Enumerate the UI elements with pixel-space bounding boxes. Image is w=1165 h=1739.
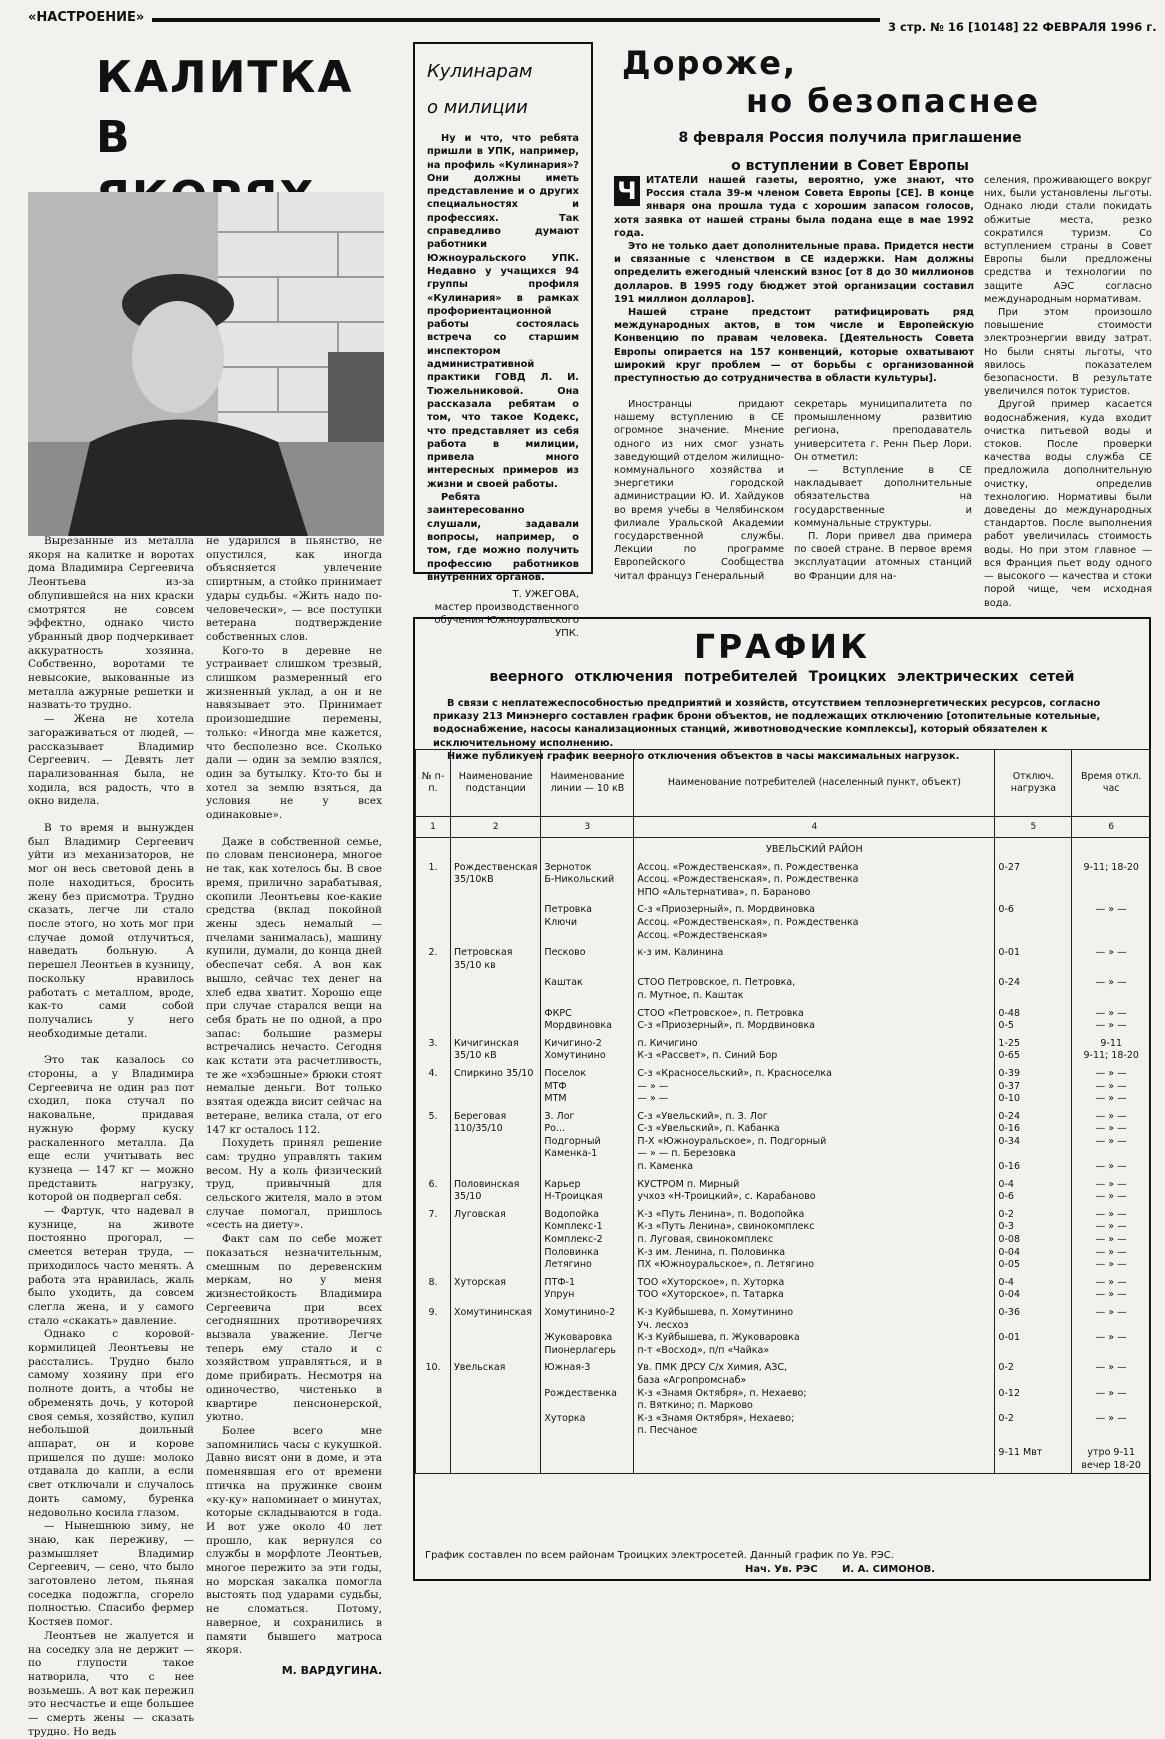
- table-row: [416, 1004, 1151, 1034]
- substation-cell: Луговская: [451, 1205, 541, 1273]
- kulinaram-title-line1: Кулинарам: [427, 61, 533, 82]
- dorozhe-paragraph: Иностранцы придают нашему вступлению в СЕ огромное значение. Мнение одного из них смог узнать заведующий отделом жилищно-коммунального хозяйства и энергетики городской администрации Ю. И. Хайдуков во время учебы в Челябинском филиале Уральской Академии государственной службы. Лекции по программе Европейского Сообщества читал француз Генеральный: [614, 399, 784, 582]
- line-cell: Южная-3 Рождественка Хуторка: [541, 1358, 634, 1439]
- kalitka-paragraph: — Фартук, что надевал в кузнице, на животе постоянно прогорал, — смеется ветеран труда, — приходилось часто менять. А работа эта нравилась, жаль было уходить, да совсем слегла жена, и у самого стало «скакать» давление.: [28, 1205, 194, 1327]
- substation-cell: Кичигинская 35/10 кВ: [451, 1034, 541, 1064]
- chief-role: Нач. Ув. РЭС: [745, 1564, 818, 1575]
- table-row: [416, 973, 1151, 1003]
- chief-name: И. А. СИМОНОВ.: [841, 1564, 936, 1575]
- table-row: [416, 1175, 1151, 1205]
- consumer-cell: С-з «Красносельский», п. Красноселка — » — — » —: [634, 1064, 995, 1107]
- dorozhe-subheadline-line2: о вступлении в Совет Европы: [731, 158, 969, 174]
- kalitka-paragraph: — Нынешнюю зиму, не знаю, как переживу, — размышляет Владимир Сергеевич, — сено, что было заготовлено летом, пьяная соседка подожгла, сгорело полностью. Спасибо фермер Костяев помог.: [28, 1520, 194, 1629]
- load-cell: 0-6: [995, 900, 1072, 943]
- total-time: утро 9-11 вечер 18-20: [1072, 1439, 1151, 1474]
- row-number: 1.: [416, 858, 451, 901]
- schedule-footnote: График составлен по всем районам Троицких электросетей. Данный график по Ув. РЭС.: [425, 1550, 894, 1561]
- column-header: Отключ. нагрузка: [995, 750, 1072, 817]
- substation-cell: [451, 1004, 541, 1034]
- table-row: [416, 1064, 1151, 1107]
- kalitka-paragraph: Факт сам по себе может показаться незначительным, смешным по деревенским меркам, но у меня жизнестойкость Владимира Сергеевича при всех сегодняшних противоречиях вызвала уважение. Легче теперь ему стало и с хозяйством управляться, и в доме прибирать. Несмотря на одиночество, чистенько в квартире пенсионерской, уютно.: [206, 1233, 382, 1424]
- substation-cell: Половинская 35/10: [451, 1175, 541, 1205]
- schedule-table-body: [416, 838, 1151, 1474]
- dorozhe-paragraph: При этом произошло повышение стоимости электроэнергии ввиду затрат. Но были сняты льготы, что явилось показателем безопасности. В результате увеличился поток туристов.: [984, 307, 1152, 398]
- load-cell: 0-36 0-01: [995, 1303, 1072, 1358]
- substation-cell: Петровская 35/10 кв: [451, 943, 541, 973]
- consumer-cell: Ув. ПМК ДРСУ С/х Химия, АЗС, база «Агропромснаб» К-з «Знамя Октября», п. Нехаево; п. Вяткино; п. Марково К-з «Знамя Октября», Нехаево; п. Песчаное: [634, 1358, 995, 1439]
- substation-cell: Рождественская 35/10кВ: [451, 858, 541, 901]
- column-number: 6: [1072, 817, 1151, 838]
- row-number: 2.: [416, 943, 451, 973]
- line-cell: Кичигино-2 Хомутинино: [541, 1034, 634, 1064]
- kalitka-paragraph: Это так казалось со стороны, а у Владимира Сергеевича не один раз пот сходил, пока стучал по наковальне, придавая нужную форму куску раскаленного металла. Да еще если учитывать вес кузнеца — 147 кг — можно представить нагрузку, которой он подвергал себя.: [28, 1054, 194, 1204]
- consumer-cell: СТОО «Петровское», п. Петровка С-з «Приозерный», п. Мордвиновка: [634, 1004, 995, 1034]
- table-row: [416, 1034, 1151, 1064]
- table-number-row: [416, 817, 1151, 838]
- table-row: [416, 1358, 1151, 1439]
- load-cell: 1-25 0-65: [995, 1034, 1072, 1064]
- issue-info: 3 стр. № 16 [10148] 22 ФЕВРАЛЯ 1996 г.: [888, 20, 1157, 34]
- row-number: 4.: [416, 1064, 451, 1107]
- dorozhe-headline: [622, 44, 1062, 120]
- column-header: Наименование подстанции: [451, 750, 541, 817]
- total-load: 9-11 Мвт: [995, 1439, 1072, 1474]
- substation-cell: [451, 900, 541, 943]
- totals-row: [416, 1439, 1151, 1474]
- kalitka-column-1: [28, 535, 194, 1739]
- kulinaram-paragraph: Ну и что, что ребята пришли в УПК, например, на профиль «Кулинария»? Они должны иметь представление и о других специальностях и профессиях. Так справедливо думают работники Южноуральского УПК. Недавно у учащихся 94 группы профиля «Кулинария» в рамках профориентационной работы состоялась встреча со старшим инспектором административной практики ГОВД Л. И. Тюжельниковой. Она рассказала ребятам о том, что такое Кодекс, что представляет из себя работа в милиции, привела много интересных примеров из жизни и своей работы.: [427, 133, 579, 490]
- dorozhe-lead-paragraph: Нашей стране предстоит ратифицировать ряд международных актов, в том числе и Европейскую Конвенцию по правам человека. [Деятельность Совета Европы опирается на 157 конвенций, которые охватывают широкий круг проблем — от борьбы с организованной преступностью до сотрудничества в области культуры].: [614, 307, 974, 385]
- time-cell: — » — — » — — » — — » — — » —: [1072, 1205, 1151, 1273]
- column-number: 5: [995, 817, 1072, 838]
- dorozhe-subheadline-line1: 8 февраля Россия получила приглашение: [678, 130, 1022, 146]
- substation-cell: Увельская: [451, 1358, 541, 1439]
- kulinaram-paragraph: Ребята заинтересованно слушали, задавали вопросы, например, о том, где можно получить профессию работников внутренних органов.: [427, 492, 579, 583]
- kalitka-paragraph: Похудеть принял решение сам: трудно управлять таким весом. Ну а коль физический труд, привычный для сельского жителя, мало в этом случае помогал, пришлось «сесть на диету».: [206, 1137, 382, 1232]
- schedule-intro-paragraph: Ниже публикуем график веерного отключения объектов в часы максимальных нагрузок.: [447, 750, 960, 762]
- kalitka-paragraph: Однако с коровой-кормилицей Леонтьевы не расстались. Трудно было самому хозяину при его полноте доить, а чтобы не обременять дочь, у которой своя семья, хозяйство, купил небольшой доильный аппарат, он и корове пришелся по душе: молоко отдавала до капли, а если свет отключали и случалось доить самому, буренка недовольно косила глазом.: [28, 1328, 194, 1519]
- dorozhe-column-2: [794, 398, 972, 583]
- table-row: [416, 1107, 1151, 1175]
- row-number: 3.: [416, 1034, 451, 1064]
- consumer-cell: СТОО Петровское, п. Петровка, п. Мутное, п. Каштак: [634, 973, 995, 1003]
- dorozhe-lead-paragraph: ИТАТЕЛИ нашей газеты, вероятно, уже знают, что Россия стала 39-м членом Совета Европы [СЕ]. В конце января она прошла туда с хорошим запасом голосов, хотя заявка от нашей страны была подана еще в мае 1992 года.: [614, 175, 974, 239]
- portrait-photo: [28, 192, 384, 536]
- line-cell: Карьер Н-Троицкая: [541, 1175, 634, 1205]
- row-number: 10.: [416, 1358, 451, 1439]
- substation-cell: [451, 973, 541, 1003]
- time-cell: — » — — » —: [1072, 1175, 1151, 1205]
- time-cell: 9-11 9-11; 18-20: [1072, 1034, 1151, 1064]
- time-cell: — » — — » —: [1072, 1004, 1151, 1034]
- load-cell: 0-48 0-5: [995, 1004, 1072, 1034]
- line-cell: ПТФ-1 Упрун: [541, 1273, 634, 1303]
- kalitka-signature: М. ВАРДУГИНА.: [281, 1663, 382, 1677]
- kalitka-paragraph: — Жена не хотела загораживаться от людей, — рассказывает Владимир Сергеевич. — Девять лет парализованная была, не ходила, вся радость, что в окно видела.: [28, 713, 194, 808]
- kalitka-headline-line2: В: [96, 112, 132, 163]
- column-number: 1: [416, 817, 451, 838]
- kulinaram-author: Т. УЖЕГОВА,: [512, 589, 579, 601]
- consumer-cell: к-з им. Калинина: [634, 943, 995, 973]
- line-cell: Водопойка Комплекс-1 Комплекс-2 Половинка Летягино: [541, 1205, 634, 1273]
- dorozhe-paragraph: П. Лори привел два примера по своей стране. В первое время эксплуатации атомных станций во Франции для на-: [794, 531, 972, 582]
- dorozhe-lead-paragraph: Это не только дает дополнительные права. Придется нести и связанные с членством в СЕ издержки. Нам должны определить ежегодный членский взнос [от 8 до 30 миллионов долларов. В 1995 году бюджет этой организации составил 191 миллион долларов].: [614, 241, 974, 305]
- row-number: 5.: [416, 1107, 451, 1175]
- dorozhe-headline-line2: но безопаснее: [746, 82, 1041, 120]
- substation-cell: Береговая 110/35/10: [451, 1107, 541, 1175]
- table-row: [416, 858, 1151, 901]
- portrait-photo-image: [28, 192, 384, 536]
- line-cell: Поселок МТФ МТМ: [541, 1064, 634, 1107]
- consumer-cell: Ассоц. «Рождественская», п. Рождественка Ассоц. «Рождественская», п. Рождественка НПО «Альтернатива», п. Бараново: [634, 858, 995, 901]
- column-number: 3: [541, 817, 634, 838]
- load-cell: 0-01: [995, 943, 1072, 973]
- line-cell: Песково: [541, 943, 634, 973]
- kalitka-paragraph: не ударился в пьянство, не опустился, как иногда объясняется увлечение спиртным, а стойко принимает удары судьбы. «Жить надо по-человечески», — все поступки ветерана подтверждение собственных слов.: [206, 535, 382, 643]
- table-row: [416, 900, 1151, 943]
- time-cell: — » — — » — — » —: [1072, 1358, 1151, 1439]
- load-cell: 0-39 0-37 0-10: [995, 1064, 1072, 1107]
- line-cell: Петровка Ключи: [541, 900, 634, 943]
- substation-cell: Хуторская: [451, 1273, 541, 1303]
- schedule-title: ГРАФИК: [693, 627, 871, 666]
- dorozhe-paragraph: Другой пример касается водоснабжения, куда входит очистка питьевой воды и стоков. После проверки качества воды служба СЕ предложила дополнительную очистку, определив технологию. Нормативы были доведены до международных стандартов. После выполнения работ увеличилась стоимость воды. Но при этом главное — вся Франция пьет воду одного — высокого — качества и стоки порой чище, чем исходная вода.: [984, 399, 1152, 609]
- kulinaram-title-line2: о милиции: [427, 97, 528, 118]
- kulinaram-text: [427, 132, 579, 584]
- table-row: [416, 1205, 1151, 1273]
- schedule-table: [415, 749, 1151, 1474]
- line-cell: Каштак: [541, 973, 634, 1003]
- empty-cell: [416, 1439, 451, 1474]
- schedule-box: [413, 617, 1151, 1581]
- kulinaram-box: [413, 42, 593, 640]
- consumer-cell: КУСТРОМ п. Мирный учхоз «Н-Троицкий», с. Карабаново: [634, 1175, 995, 1205]
- row-number: [416, 973, 451, 1003]
- load-cell: 0-27: [995, 858, 1072, 901]
- line-cell: ФКРС Мордвиновка: [541, 1004, 634, 1034]
- kalitka-paragraph: Леонтьев не жалуется и на соседку зла не держит — по глупости такое натворила, что с нее возьмешь. А вот как пережил это несчастье и еще большее — смерть жены — сказать трудно. Но ведь: [28, 1629, 194, 1738]
- load-cell: 0-2 0-3 0-08 0-04 0-05: [995, 1205, 1072, 1273]
- kalitka-paragraph: В то время и вынужден был Владимир Сергеевич уйти из механизаторов, не мог он весь световой день в поле находиться, бросить жену без присмотра. Трудно сказать, легче ли стало после этого, но хоть мог при случае домой отлучиться, наведать больную. А перешел Леонтьев в кузницу, поскольку нравилось работать с металлом, вроде, как-то сами собой получались у него необходимые детали.: [28, 822, 194, 1040]
- consumer-cell: К-з Куйбышева, п. Хомутинино Уч. лесхоз К-з Куйбышева, п. Жуковаровка п-т «Восход», п/п «Чайка»: [634, 1303, 995, 1358]
- district-row: [416, 838, 1151, 858]
- dorozhe-lead: [614, 174, 974, 385]
- schedule-subtitle: веерного отключения потребителей Троицких электрических сетей: [489, 669, 1075, 685]
- row-number: [416, 900, 451, 943]
- line-cell: З. Лог Ро... Подгорный Каменка-1: [541, 1107, 634, 1175]
- kalitka-paragraph: Кого-то в деревне не устраивает слишком трезвый, слишком размеренный его жизненный уклад, а он и не навязывает это. Принимает произошедшие перемены, только: «Иногда мне кажется, что бесполезно все. Сколько дали — один за землю взялся, один за бутылку. Кто-то бы и хотел за землю взяться, да условия не у всех одинаковые».: [206, 644, 382, 822]
- row-number: [416, 1004, 451, 1034]
- time-cell: — » —: [1072, 943, 1151, 973]
- time-cell: — » — — » —: [1072, 1303, 1151, 1358]
- kulinaram-author-role: мастер производственного обучения Южноуральского УПК.: [434, 602, 579, 640]
- table-row: [416, 943, 1151, 973]
- row-number: 7.: [416, 1205, 451, 1273]
- column-header: Наименование линии — 10 кВ: [541, 750, 634, 817]
- consumer-cell: п. Кичигино К-з «Рассвет», п. Синий Бор: [634, 1034, 995, 1064]
- table-header-row: [416, 750, 1151, 817]
- load-cell: 0-2 0-12 0-2: [995, 1358, 1072, 1439]
- empty-cell: [634, 1439, 995, 1474]
- consumer-cell: С-з «Увельский», п. З. Лог С-з «Увельский», п. Кабанка П-Х «Южноуральское», п. Подгорный — » — п. Березовка п. Каменка: [634, 1107, 995, 1175]
- dorozhe-subheadline: [640, 124, 1060, 180]
- dorozhe-paragraph: селения, проживающего вокруг них, были установлены льготы. Однако люди стали покидать обжитые места, резко сократился туризм. Со вступлением страны в Совет Европы были предложены средства и технологии по защите АЭС согласно международным нормативам.: [984, 175, 1152, 305]
- column-header: № п-п.: [416, 750, 451, 817]
- dorozhe-paragraph: — Вступление в СЕ накладывает дополнительные обязательства на государственные и коммунальные структуры.: [794, 465, 972, 529]
- line-cell: Хомутинино-2 Жуковаровка Пионерлагерь: [541, 1303, 634, 1358]
- time-cell: — » — — » — — » —: [1072, 1064, 1151, 1107]
- load-cell: 0-4 0-04: [995, 1273, 1072, 1303]
- consumer-cell: ТОО «Хуторское», п. Хуторка ТОО «Хуторское», п. Татарка: [634, 1273, 995, 1303]
- time-cell: — » —: [1072, 973, 1151, 1003]
- time-cell: — » — — » —: [1072, 1273, 1151, 1303]
- load-cell: 0-24 0-16 0-34 0-16: [995, 1107, 1072, 1175]
- time-cell: — » —: [1072, 900, 1151, 943]
- load-cell: 0-24: [995, 973, 1072, 1003]
- kalitka-paragraph: Более всего мне запомнились часы с кукушкой. Давно висят они в доме, и эта поменявшая его от времени птичка на пружинке своим «ку-ку» напоминает о минутах, которые складываются в года. И вот уже около 40 лет прошло, как вернулся со службы в морфлоте Леонтьев, многое пережито за эти годы, но морская закалка помогла выстоять под ударами судьбы, не сломаться. Потому, наверное, и сохранились в памяти бывшего матроса якоря.: [206, 1425, 382, 1657]
- time-cell: 9-11; 18-20: [1072, 858, 1151, 901]
- empty-cell: [451, 1439, 541, 1474]
- column-header: Наименование потребителей (населенный пункт, объект): [634, 750, 995, 817]
- dropcap: Ч: [614, 176, 640, 206]
- load-cell: 0-4 0-6: [995, 1175, 1072, 1205]
- consumer-cell: С-з «Приозерный», п. Мордвиновка Ассоц. «Рождественская», п. Рождественка Ассоц. «Рождественская»: [634, 900, 995, 943]
- line-cell: Зерноток Б-Никольский: [541, 858, 634, 901]
- kalitka-column-2: [206, 535, 382, 1678]
- district-name: УВЕЛЬСКИЙ РАЙОН: [634, 838, 995, 858]
- kalitka-paragraph: Даже в собственной семье, по словам пенсионера, многое не так, как хотелось бы. В свое время, прилично зарабатывая, скопили Леонтьевы кое-какие средства (вклад покойной жены здесь немалый — пчелами занималась), машину купили, думали, до конца дней обеспечат себя. А вон как вышло, сейчас тех денег на хлеб едва хватит. Хорошо еще при случае старался вещи на себя брать не по одной, а про запас: большие размеры встречались нечасто. Сегодня как кстати эта расчетливость, те же «хэбэшные» брюки стоят немалые деньги. Вот только взятая одежда висит сейчас на ветеране, велика стала, от его 147 кг осталось 112.: [206, 835, 382, 1136]
- time-cell: — » — — » — — » — — » —: [1072, 1107, 1151, 1175]
- table-row: [416, 1273, 1151, 1303]
- header-rule: [152, 18, 880, 22]
- schedule-footer: [425, 1549, 1145, 1577]
- schedule-signoff: [425, 1563, 1145, 1577]
- substation-cell: Хомутининская: [451, 1303, 541, 1358]
- empty-cell: [541, 1439, 634, 1474]
- column-number: 2: [451, 817, 541, 838]
- row-number: 8.: [416, 1273, 451, 1303]
- row-number: 9.: [416, 1303, 451, 1358]
- dorozhe-column-1: [614, 398, 784, 583]
- column-number: 4: [634, 817, 995, 838]
- kalitka-headline-line1: КАЛИТКА: [96, 52, 354, 103]
- table-row: [416, 1303, 1151, 1358]
- row-number: 6.: [416, 1175, 451, 1205]
- column-header: Время откл. час: [1072, 750, 1151, 817]
- substation-cell: Спиркино 35/10: [451, 1064, 541, 1107]
- dorozhe-paragraph: секретарь муниципалитета по промышленному развитию региона, преподаватель университета г. Ренн Пьер Лори. Он отметил:: [794, 399, 972, 463]
- dorozhe-column-3: [984, 174, 1152, 610]
- schedule-intro-paragraph: В связи с неплатежеспособностью предприятий и хозяйств, отсутствием теплоэнергетических ресурсов, согласно приказу 213 Минэнерго составлен график брони объектов, не подлежащих отключению [отопительные котельные, водоснабжение, насосы канализационных станций, животноводческие комплексы], который обязателен к исключительному исполнению.: [433, 698, 1101, 749]
- kalitka-paragraph: Вырезанные из металла якоря на калитке и воротах дома Владимира Сергеевича Леонтьева из-за облупившейся на них краски смотрятся не совсем эффектно, однако чисто убранный двор подчеркивает аккуратность хозяина. Собственно, воротами те невысокие, выкованные из металла ажурные решетки и назвать-то трудно.: [28, 535, 194, 712]
- newspaper-section-label: «НАСТРОЕНИЕ»: [28, 10, 145, 25]
- consumer-cell: К-з «Путь Ленина», п. Водопойка К-з «Путь Ленина», свинокомплекс п. Луговая, свинокомплекс К-з им. Ленина, п. Половинка ПХ «Южноуральское», п. Летягино: [634, 1205, 995, 1273]
- dorozhe-headline-line1: Дороже,: [622, 44, 798, 82]
